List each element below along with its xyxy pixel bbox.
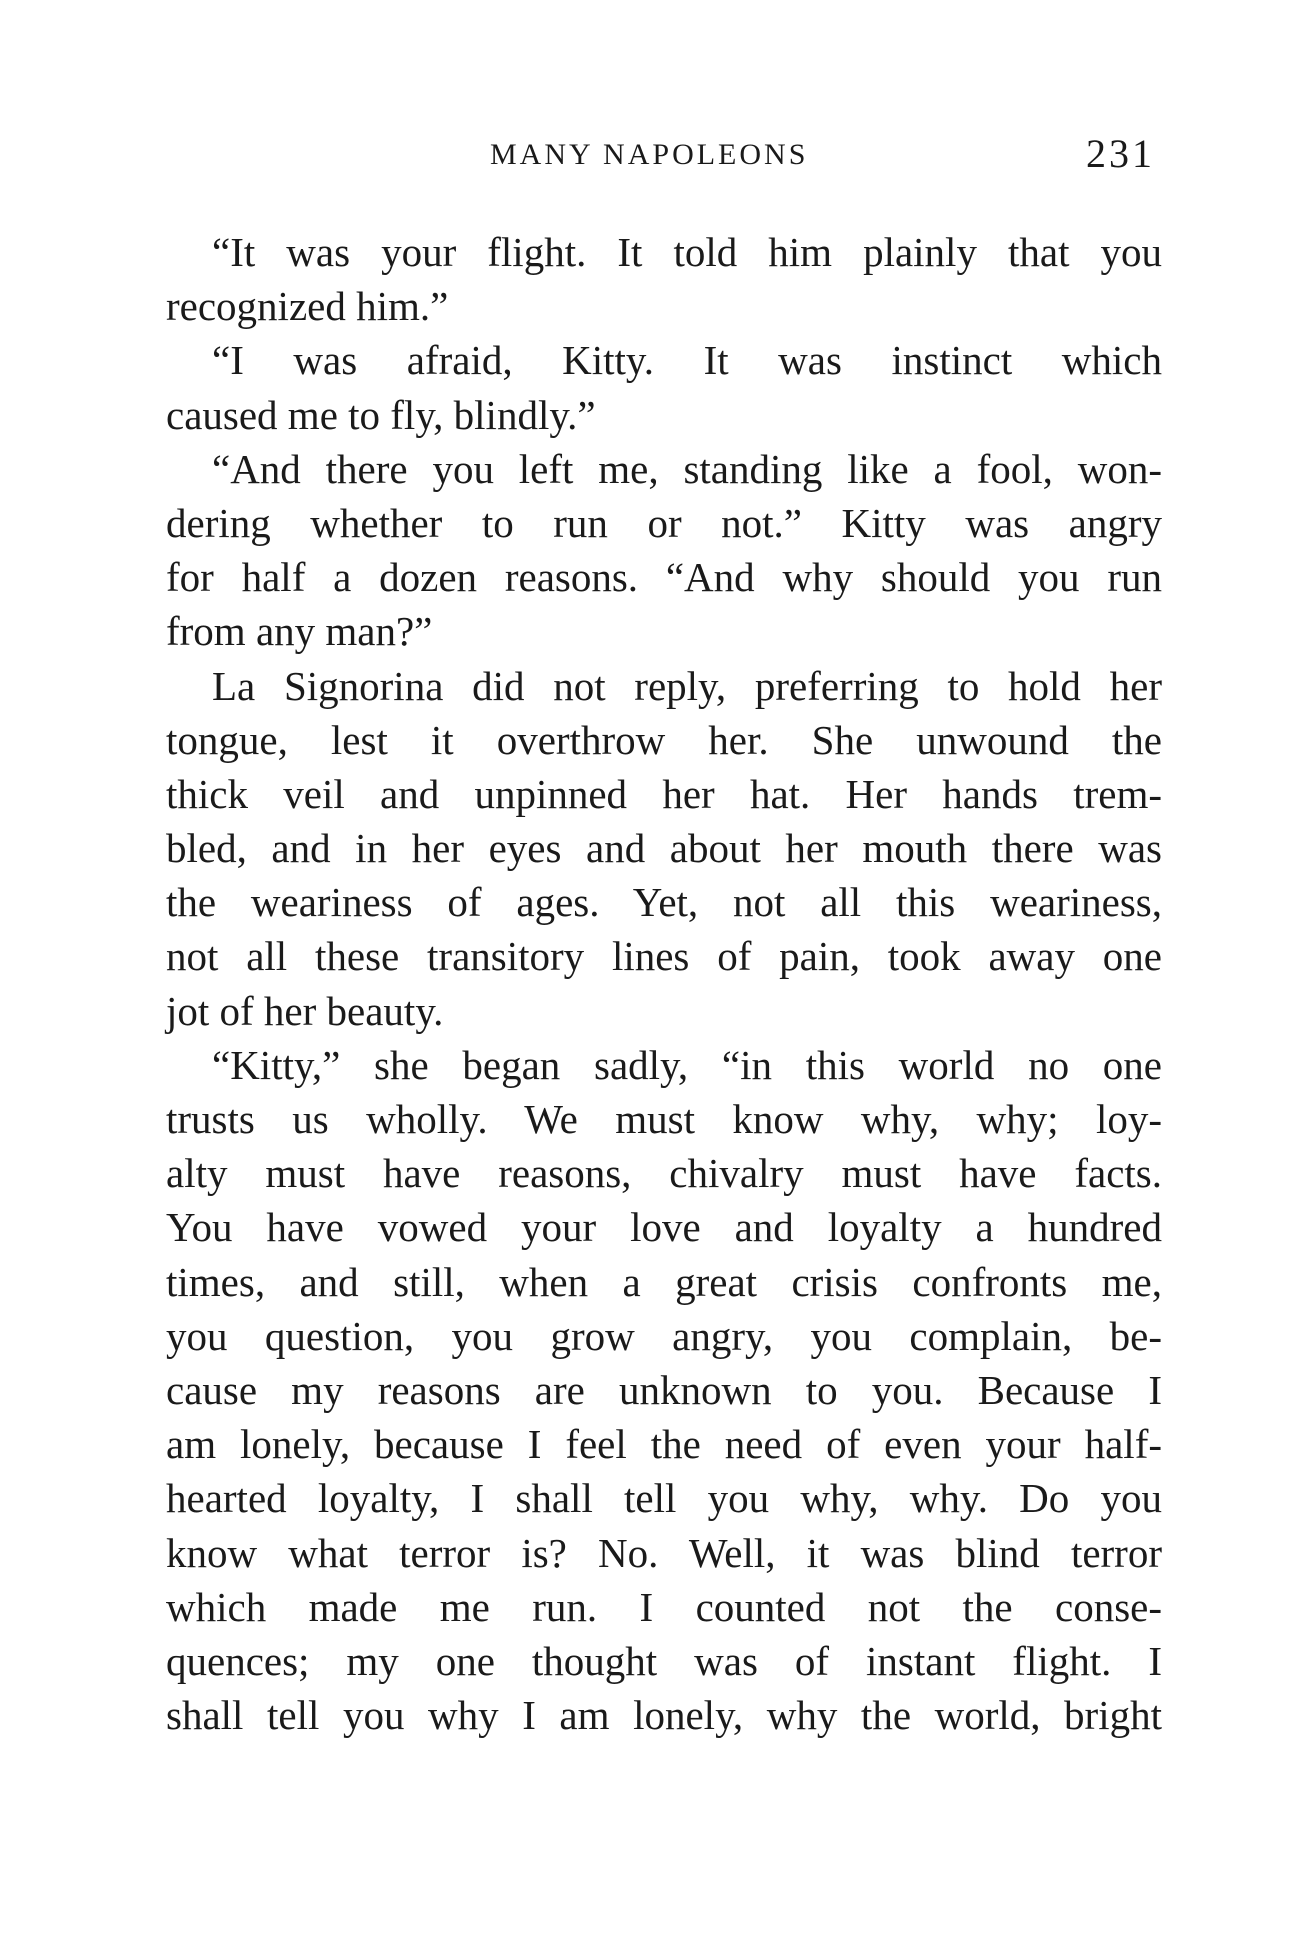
text-line: you question, you grow angry, you complain, be- [166, 1312, 1162, 1359]
text-line: know what terror is? No. Well, it was blind terror [166, 1529, 1162, 1576]
text-line: times, and still, when a great crisis confronts me, [166, 1258, 1162, 1305]
text-line: for half a dozen reasons. “And why should you run [166, 554, 1162, 601]
text-line: caused me to fly, blindly.” [166, 391, 596, 438]
text-line: hearted loyalty, I shall tell you why, why. Do you [166, 1475, 1162, 1522]
text-line: thick veil and unpinned her hat. Her hands trem- [166, 770, 1162, 817]
running-head: MANY NAPOLEONS [490, 138, 809, 171]
text-line: shall tell you why I am lonely, why the world, bright [166, 1692, 1162, 1739]
text-line: “Kitty,” she began sadly, “in this world no one [212, 1041, 1162, 1088]
text-line: am lonely, because I feel the need of even your half- [166, 1421, 1162, 1468]
text-line: “And there you left me, standing like a fool, won- [212, 445, 1162, 492]
text-line: bled, and in her eyes and about her mouth there was [166, 825, 1162, 872]
text-line: cause my reasons are unknown to you. Because I [166, 1366, 1162, 1413]
text-line: quences; my one thought was of instant flight. I [166, 1637, 1162, 1684]
text-line: alty must have reasons, chivalry must have facts. [166, 1150, 1162, 1197]
text-line: not all these transitory lines of pain, took away one [166, 933, 1162, 980]
text-line: recognized him.” [166, 283, 449, 330]
text-line: La Signorina did not reply, preferring to hold her [212, 662, 1162, 709]
text-line: which made me run. I counted not the conse- [166, 1583, 1162, 1630]
text-line: jot of her beauty. [166, 987, 444, 1034]
text-line: from any man?” [166, 608, 433, 655]
page-number: 231 [1086, 131, 1155, 176]
text-line: “It was your flight. It told him plainly that you [212, 229, 1162, 275]
text-line: trusts us wholly. We must know why, why; loy- [166, 1096, 1162, 1142]
text-line: tongue, lest it overthrow her. She unwound the [166, 716, 1162, 763]
body-text [166, 225, 1162, 1742]
text-line: dering whether to run or not.” Kitty was angry [166, 499, 1162, 546]
text-line: You have vowed your love and loyalty a hundred [166, 1204, 1162, 1251]
text-line: the weariness of ages. Yet, not all this weariness, [166, 879, 1162, 926]
text-line: “I was afraid, Kitty. It was instinct which [212, 337, 1162, 384]
